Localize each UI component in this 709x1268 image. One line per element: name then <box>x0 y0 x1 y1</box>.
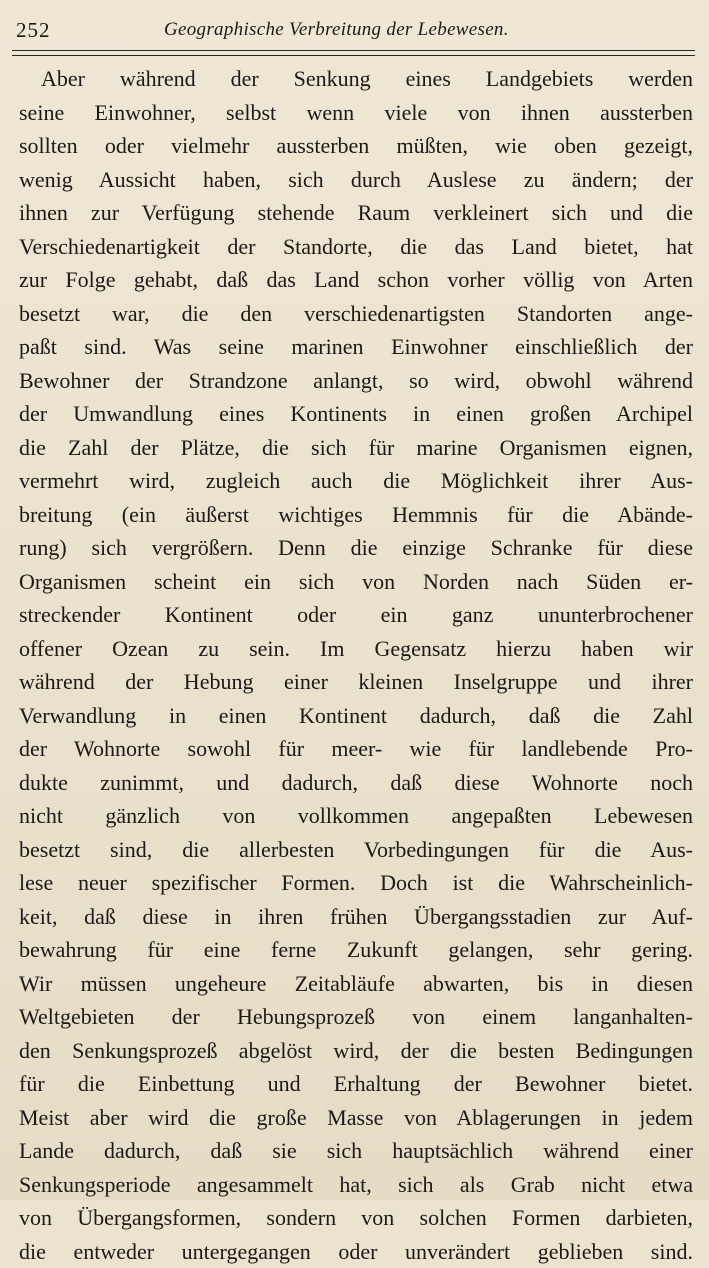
header-rule-thin <box>12 55 695 56</box>
text-line: sollten oder vielmehr aussterben müßten, wie oben gezeigt, <box>19 129 693 163</box>
text-line: Aber während der Senkung eines Landgebiets werden <box>19 62 693 96</box>
page-header <box>14 16 695 46</box>
running-title: Geographische Verbreitung der Lebewesen. <box>164 19 509 41</box>
text-line: der Umwandlung eines Kontinents in einen großen Archipel <box>19 397 693 431</box>
text-line: Weltgebieten der Hebungsprozeß von einem langanhalten- <box>19 1000 693 1034</box>
header-rule <box>12 50 695 51</box>
text-line: offener Ozean zu sein. Im Gegensatz hierzu haben wir <box>19 632 693 666</box>
text-line: für die Einbettung und Erhaltung der Bewohner bietet. <box>19 1067 693 1101</box>
text-line: die Zahl der Plätze, die sich für marine Organismen eignen, <box>19 431 693 465</box>
text-line: Verschiedenartigkeit der Standorte, die das Land bietet, hat <box>19 230 693 264</box>
text-line: zur Folge gehabt, daß das Land schon vorher völlig von Arten <box>19 263 693 297</box>
text-line: lese neuer spezifischer Formen. Doch ist die Wahrscheinlich- <box>19 866 693 900</box>
text-line: breitung (ein äußerst wichtiges Hemmnis für die Abände- <box>19 498 693 532</box>
text-line: wenig Aussicht haben, sich durch Auslese zu ändern; der <box>19 163 693 197</box>
text-line: seine Einwohner, selbst wenn viele von ihnen aussterben <box>19 96 693 130</box>
text-line: Bewohner der Strandzone anlangt, so wird, obwohl während <box>19 364 693 398</box>
page-number: 252 <box>16 18 51 43</box>
text-line: Senkungsperiode angesammelt hat, sich als Grab nicht etwa <box>19 1168 693 1202</box>
text-line: rung) sich vergrößern. Denn die einzige Schranke für diese <box>19 531 693 565</box>
text-line: Organismen scheint ein sich von Norden nach Süden er- <box>19 565 693 599</box>
text-line: die entweder untergegangen oder unverändert geblieben sind. <box>19 1235 693 1268</box>
text-line: von Übergangsformen, sondern von solchen Formen darbieten, <box>19 1201 693 1235</box>
text-line: streckender Kontinent oder ein ganz ununterbrochener <box>19 598 693 632</box>
text-line: dukte zunimmt, und dadurch, daß diese Wohnorte noch <box>19 766 693 800</box>
text-line: bewahrung für eine ferne Zukunft gelangen, sehr gering. <box>19 933 693 967</box>
text-line: keit, daß diese in ihren frühen Übergangsstadien zur Auf- <box>19 900 693 934</box>
text-line: Meist aber wird die große Masse von Ablagerungen in jedem <box>19 1101 693 1135</box>
text-line: Lande dadurch, daß sie sich hauptsächlich während einer <box>19 1134 693 1168</box>
text-line: ihnen zur Verfügung stehende Raum verkleinert sich und die <box>19 196 693 230</box>
text-line: paßt sind. Was seine marinen Einwohner einschließlich der <box>19 330 693 364</box>
text-line: vermehrt wird, zugleich auch die Möglichkeit ihrer Aus- <box>19 464 693 498</box>
text-line: den Senkungsprozeß abgelöst wird, der die besten Bedingungen <box>19 1034 693 1068</box>
text-line: besetzt war, die den verschiedenartigsten Standorten ange- <box>19 297 693 331</box>
text-line: der Wohnorte sowohl für meer- wie für landlebende Pro- <box>19 732 693 766</box>
text-line: besetzt sind, die allerbesten Vorbedingungen für die Aus- <box>19 833 693 867</box>
text-line: Wir müssen ungeheure Zeitabläufe abwarten, bis in diesen <box>19 967 693 1001</box>
text-line: nicht gänzlich von vollkommen angepaßten Lebewesen <box>19 799 693 833</box>
body-paragraph <box>19 62 693 1268</box>
text-line: während der Hebung einer kleinen Inselgruppe und ihrer <box>19 665 693 699</box>
text-line: Verwandlung in einen Kontinent dadurch, daß die Zahl <box>19 699 693 733</box>
